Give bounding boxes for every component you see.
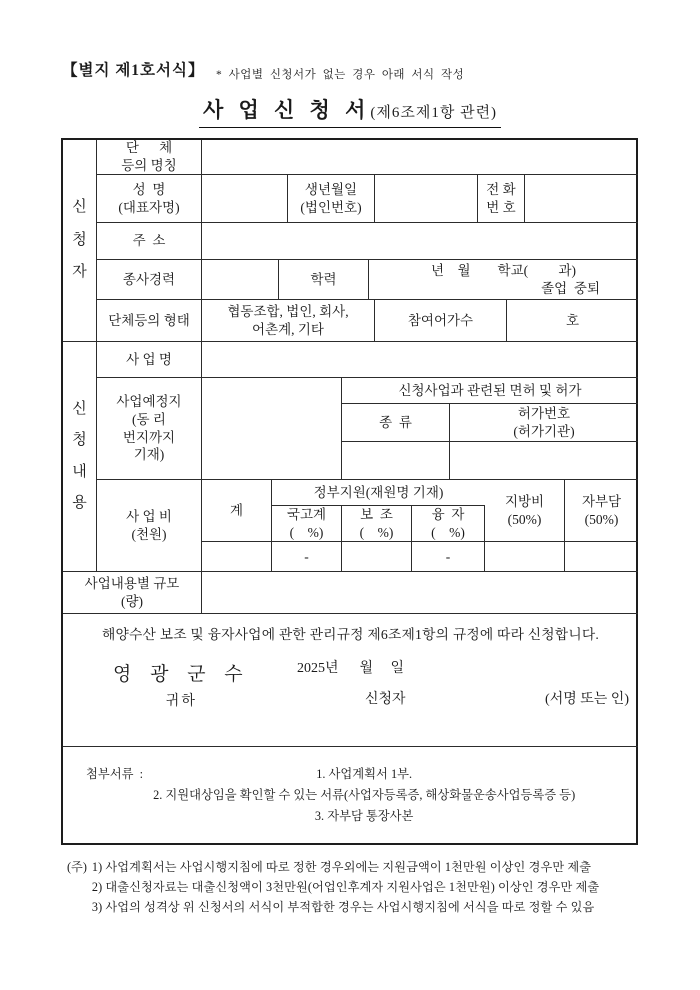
gov-subsidy-label-line1: 보 조	[360, 506, 393, 522]
self-fund-value-cell	[565, 542, 638, 572]
education-line2: 졸업 중퇴	[541, 280, 600, 296]
name-label-line2: (대표자명)	[118, 199, 180, 215]
license-number-label	[450, 404, 638, 442]
form-title-ref: (제6조제1항 관련)	[370, 105, 498, 121]
attachments-cell	[63, 747, 638, 843]
phone-label	[478, 175, 525, 223]
birthdate-label	[288, 175, 375, 223]
org-name-label-line2: 등의 명칭	[121, 158, 177, 173]
applicant-side-char: 청	[72, 231, 87, 248]
license-number-input-cell	[450, 442, 638, 480]
phone-label-line1: 전 화	[486, 181, 516, 197]
site-label-line2: (동 리	[132, 411, 166, 427]
gov-national-label	[272, 506, 342, 542]
org-name-input-cell	[202, 140, 638, 175]
gov-national-label-line1: 국고계	[286, 506, 327, 522]
footnotes-list	[92, 857, 599, 917]
attachment-item: 1. 사업계획서 1부.	[316, 767, 413, 781]
recipient-name: 영 광 군 수	[113, 663, 250, 685]
participating-households-label: 참여어가수	[375, 300, 507, 342]
declaration-sign-note: (서명 또는 인)	[545, 692, 629, 707]
local-fund-label	[485, 480, 565, 542]
attachments-label: 첨부서류 :	[86, 767, 144, 781]
declaration-recipient	[75, 638, 250, 737]
declaration-statement: 해양수산 보조 및 융자사업에 관한 관리규정 제6조제1항의 규정에 따라 신청합니다.	[101, 627, 600, 642]
footnote-item: 2) 대출신청자료는 대출신청액이 3천만원(어업인후계자 지원사업은 1천만원) 이상인 경우만 제출	[91, 880, 600, 894]
phone-input-cell	[525, 175, 638, 223]
birthdate-label-line2: (법인번호)	[300, 199, 362, 215]
gov-subsidy-label	[342, 506, 412, 542]
name-input-cell	[202, 175, 288, 223]
gov-subsidy-label-line2: ( %)	[359, 524, 394, 540]
cost-label-line1: 사 업 비	[126, 508, 172, 524]
business-side-char: 용	[72, 495, 87, 511]
name-label-line1: 성 명	[132, 181, 166, 197]
applicant-side-char: 신	[72, 199, 87, 216]
attachments-list	[153, 764, 575, 827]
org-type-options	[202, 300, 375, 342]
address-label: 주 소	[97, 223, 202, 260]
applicant-section-label	[63, 140, 97, 342]
form-note: * 사업별 신청서가 없는 경우 아래 서식 작성	[216, 69, 465, 81]
license-number-label-line2: (허가기관)	[513, 423, 575, 439]
cost-total-label: 계	[202, 480, 272, 542]
site-label-line4: 기재)	[133, 447, 165, 463]
declaration-cell	[63, 614, 638, 747]
org-type-options-line1: 협동조합, 법인, 회사,	[227, 303, 349, 319]
career-label: 종사경력	[97, 260, 202, 300]
license-number-label-line1: 허가번호	[517, 405, 571, 421]
gov-loan-value-cell: -	[412, 542, 485, 572]
org-name-label	[97, 140, 202, 175]
gov-national-label-line2: ( %)	[289, 524, 324, 540]
career-input-cell	[202, 260, 279, 300]
self-fund-label-line2: (50%)	[584, 511, 619, 527]
business-name-input-cell	[202, 342, 638, 378]
footnotes-prefix: (주)	[67, 860, 87, 874]
business-name-label: 사 업 명	[97, 342, 202, 378]
business-side-char: 신	[72, 400, 87, 417]
license-header: 신청사업과 관련된 면허 및 허가	[342, 378, 638, 404]
site-label	[97, 378, 202, 480]
business-section-label	[63, 342, 97, 572]
birthdate-label-line1: 생년월일	[304, 181, 358, 197]
form-code: 【별지 제1호서식】	[62, 62, 205, 79]
gov-loan-label-line2: ( %)	[431, 524, 465, 540]
phone-label-line2: 번 호	[486, 199, 516, 215]
education-label: 학력	[279, 260, 369, 300]
scale-label-line2: (량)	[120, 593, 144, 609]
local-fund-value-cell	[485, 542, 565, 572]
footnotes-block	[67, 857, 599, 917]
footnote-item: 1) 사업계획서는 사업시행지침에 따로 정한 경우외에는 지원금액이 1천만원 이상인 경우만 제출	[91, 860, 592, 874]
gov-loan-label	[412, 506, 485, 542]
cost-label-line2: (천원)	[131, 526, 167, 542]
form-title	[199, 94, 501, 128]
license-type-input-cell	[342, 442, 450, 480]
form-title-row	[0, 94, 700, 128]
gov-subsidy-value-cell	[342, 542, 412, 572]
org-type-options-line2: 어촌계, 기타	[252, 321, 324, 337]
name-label	[97, 175, 202, 223]
applicant-side-char: 자	[72, 264, 87, 281]
scale-input-cell	[202, 572, 638, 614]
scale-label	[63, 572, 202, 614]
birthdate-input-cell	[375, 175, 478, 223]
recipient-suffix: 귀하	[165, 693, 197, 709]
footnote-item: 3) 사업의 성격상 위 신청서의 서식이 부적합한 경우는 사업시행지침에 서식을 따로 정할 수 있음	[91, 900, 595, 914]
cost-label	[97, 480, 202, 572]
business-side-char: 청	[72, 432, 87, 448]
cost-total-input-cell	[202, 542, 272, 572]
gov-national-value-cell: -	[272, 542, 342, 572]
site-label-line1: 사업예정지	[116, 394, 182, 410]
participating-households-unit: 호	[507, 300, 638, 342]
education-line1: 년 월 학교( 과)	[430, 262, 577, 278]
license-type-label: 종 류	[342, 404, 450, 442]
attachments-block	[86, 764, 575, 827]
org-type-label: 단체등의 형태	[97, 300, 202, 342]
self-fund-label	[565, 480, 638, 542]
gov-loan-label-line1: 융 자	[431, 506, 465, 522]
education-input-cell	[369, 260, 638, 300]
application-form-table	[61, 138, 638, 845]
declaration-date: 2025년 월 일	[296, 661, 405, 676]
site-input-cell	[202, 378, 342, 480]
form-title-text: 사 업 신 청 서	[202, 98, 371, 122]
business-side-char: 내	[72, 463, 87, 480]
address-input-cell	[202, 223, 638, 260]
local-fund-label-line2: (50%)	[507, 511, 542, 527]
gov-support-header: 정부지원(재원명 기재)	[272, 480, 485, 506]
self-fund-label-line1: 자부담	[581, 493, 622, 509]
local-fund-label-line1: 지방비	[504, 493, 545, 509]
attachment-item: 3. 자부담 통장사본	[314, 808, 414, 823]
scale-label-line1: 사업내용별 규모	[84, 575, 180, 591]
attachment-item: 2. 지원대상임을 확인할 수 있는 서류(사업자등록증, 해상화물운송사업등록증 등)	[153, 787, 576, 802]
org-name-label-line1: 단 체	[125, 140, 173, 156]
declaration-applicant-label: 신청자	[365, 692, 406, 707]
site-label-line3: 번지까지	[122, 429, 176, 445]
